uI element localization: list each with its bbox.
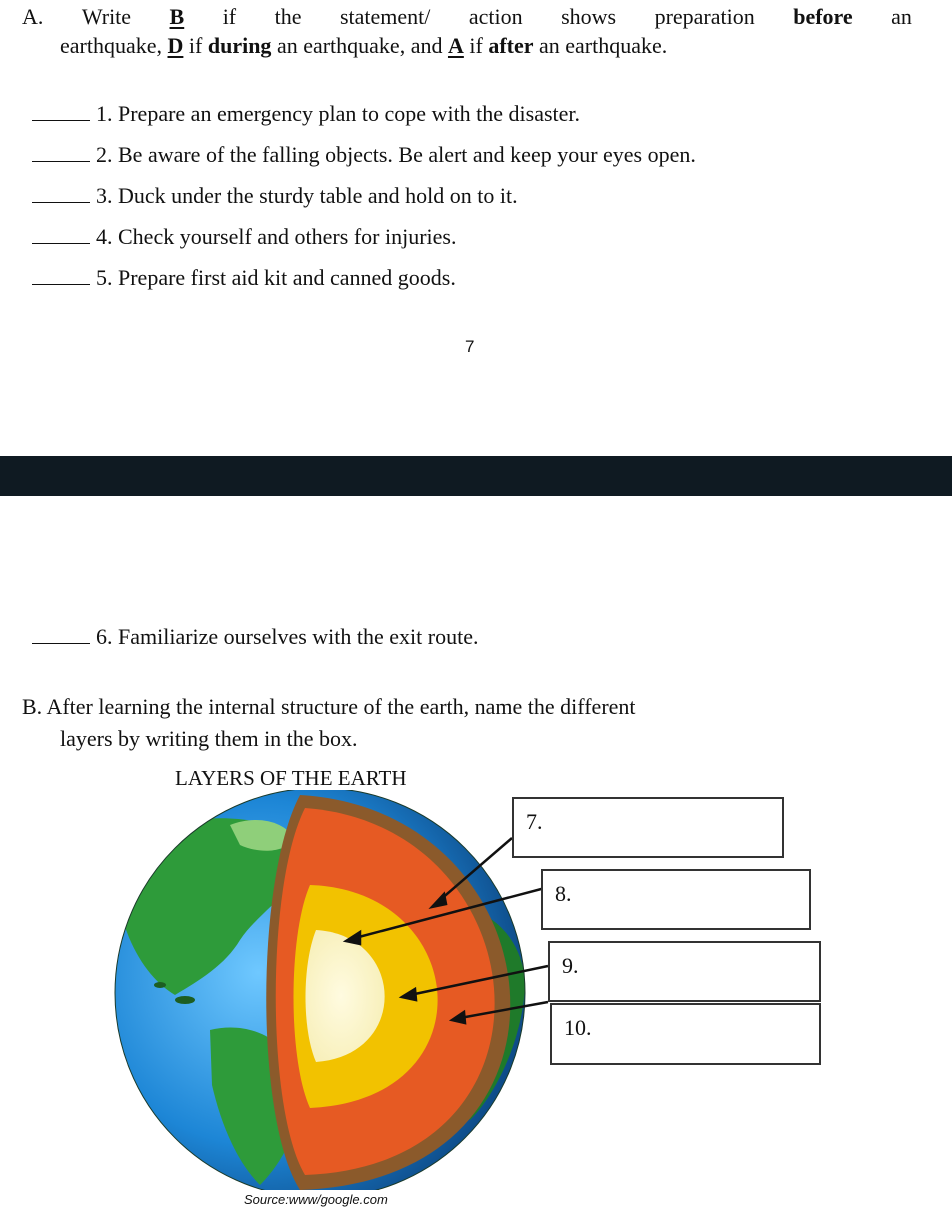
answer-blank[interactable] xyxy=(32,201,90,203)
section-a-instruction-line1 xyxy=(22,2,912,31)
layer-answer-box-9[interactable] xyxy=(548,941,821,1002)
during-code-d: D xyxy=(167,33,184,58)
image-source-caption: Source:www/google.com xyxy=(244,1192,388,1207)
instruction-text: an earthquake, and xyxy=(271,33,448,58)
box-label: 10. xyxy=(564,1015,592,1040)
before-word: before xyxy=(793,4,853,29)
instruction-word: Write xyxy=(81,4,132,29)
island xyxy=(154,982,166,988)
page-divider-bar xyxy=(0,456,952,496)
question-text: 1. Prepare an emergency plan to cope with the disaster. xyxy=(96,101,581,126)
answer-blank[interactable] xyxy=(32,283,90,285)
before-code-b: B xyxy=(169,4,185,29)
figure-title: LAYERS OF THE EARTH xyxy=(175,766,407,790)
section-b-instruction-line2: layers by writing them in the box. xyxy=(60,726,358,751)
question-text: 6. Familiarize ourselves with the exit route. xyxy=(96,624,479,649)
question-item-6 xyxy=(32,624,478,650)
box-label: 8. xyxy=(555,881,572,906)
instruction-text: if xyxy=(463,33,489,58)
answer-blank[interactable] xyxy=(32,642,90,644)
after-code-a: A xyxy=(447,33,464,58)
instruction-word: statement/ xyxy=(339,4,431,29)
instruction-word: the xyxy=(274,4,302,29)
question-item-4 xyxy=(32,224,456,250)
answer-blank[interactable] xyxy=(32,242,90,244)
question-item-1 xyxy=(32,101,580,127)
answer-blank[interactable] xyxy=(32,160,90,162)
instruction-word: if xyxy=(222,4,237,29)
instruction-text: earthquake, xyxy=(60,33,168,58)
section-a-marker: A. xyxy=(22,4,44,29)
question-text: 3. Duck under the sturdy table and hold on to it. xyxy=(96,183,518,208)
question-text: 5. Prepare first aid kit and canned goods. xyxy=(96,265,456,290)
box-label: 9. xyxy=(562,953,579,978)
island xyxy=(175,996,195,1004)
earth-cross-section xyxy=(266,795,510,1190)
question-item-2 xyxy=(32,142,696,168)
during-word: during xyxy=(207,33,272,58)
section-b-instruction-line1: B. After learning the internal structure of the earth, name the different xyxy=(22,694,636,719)
question-text: 2. Be aware of the falling objects. Be alert and keep your eyes open. xyxy=(96,142,696,167)
question-item-3 xyxy=(32,183,518,209)
question-item-5 xyxy=(32,265,456,291)
layer-answer-box-10[interactable] xyxy=(550,1003,821,1065)
section-a-instruction-line2 xyxy=(60,31,667,60)
layer-answer-box-7[interactable] xyxy=(512,797,784,858)
question-text: 4. Check yourself and others for injuries. xyxy=(96,224,457,249)
page-number: 7 xyxy=(465,337,475,356)
after-word: after xyxy=(488,33,534,58)
instruction-word: an xyxy=(891,4,912,29)
instruction-word: preparation xyxy=(654,4,755,29)
answer-blank[interactable] xyxy=(32,119,90,121)
box-label: 7. xyxy=(526,809,543,834)
instruction-word: action xyxy=(468,4,523,29)
instruction-word: shows xyxy=(561,4,617,29)
layer-answer-box-8[interactable] xyxy=(541,869,811,930)
instruction-text: an earthquake. xyxy=(533,33,668,58)
instruction-text: if xyxy=(183,33,208,58)
